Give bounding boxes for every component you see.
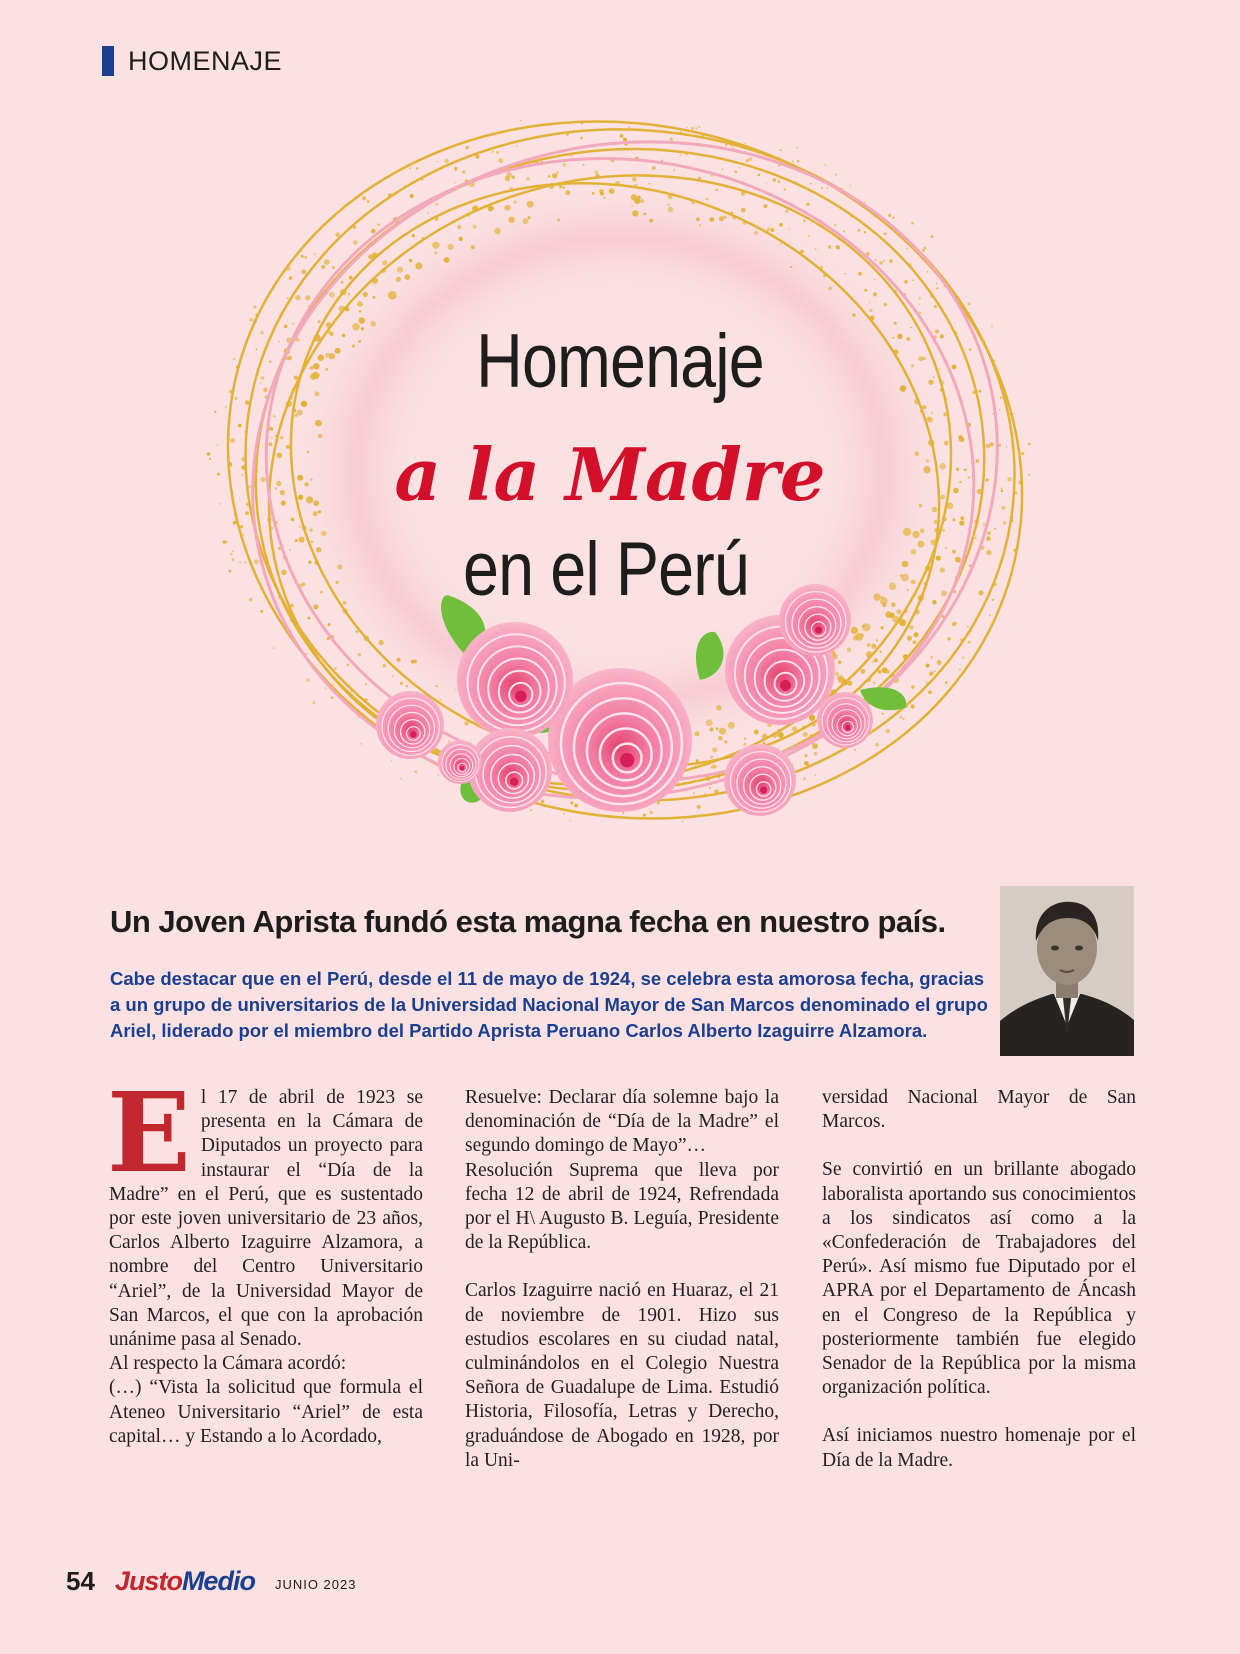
article-paragraph: Se convirtió en un brillante abogado laboralista aportando sus conocimientos a los sindicatos así como a la «Confederación de Trabajadores del Perú». Así mismo fue Diputado por el APRA por el Departamento de Áncash en el Congreso de la República y posteriormente también fue elegido Senador de la República por la misma organización política. — [822, 1159, 1136, 1399]
page-footer — [66, 1566, 356, 1597]
rose-icon — [376, 691, 444, 759]
article-subtitle: Un Joven Aprista fundó esta magna fecha en nuestro país. — [110, 904, 946, 939]
article-paragraph: Carlos Izaguirre nació en Huaraz, el 21 de noviembre de 1901. Hizo sus estudios escolares en su ciudad natal, culminándolos en el Colegio Nuestra Señora de Guadalupe de Lima. Estudió Historia, Filosofía, Letras y Derecho, graduándose de Abogado en 1928, por la Uni- — [465, 1280, 779, 1471]
brand-logo-part-2: Medio — [181, 1566, 255, 1596]
article-paragraph: Resolución Suprema que lleva por fecha 12 de abril de 1924, Refrendada por el H\ Augusto B. Leguía, Presidente de la República. — [465, 1159, 779, 1254]
article-column-2 — [465, 1086, 779, 1473]
brand-logo-part-1: Justo — [114, 1566, 182, 1596]
section-label: HOMENAJE — [128, 45, 283, 76]
article-paragraph: Resuelve: Declarar día solemne bajo la denominación de “Día de la Madre” el segundo domingo de Mayo”… — [465, 1087, 779, 1157]
rose-icon — [817, 692, 873, 748]
article-paragraph: versidad Nacional Mayor de San Marcos. — [822, 1087, 1136, 1133]
issue-date: JUNIO 2023 — [274, 1577, 357, 1592]
rose-icon — [438, 740, 482, 784]
page-number: 54 — [66, 1566, 95, 1596]
rose-icon — [724, 744, 796, 816]
article-paragraph: (…) “Vista la solicitud que formula el Ateneo Universitario “Ariel” de esta capital… y Estando a lo Acordado, — [109, 1377, 423, 1447]
article-column-3 — [822, 1086, 1136, 1473]
article-paragraph: Al respecto la Cámara acordó: — [109, 1353, 347, 1375]
article-column-1 — [107, 1068, 423, 1449]
portrait-photo — [1000, 886, 1134, 1056]
drop-cap: E — [107, 1068, 191, 1197]
headline-line-2: a la Madre — [394, 432, 826, 517]
article-paragraph: l 17 de abril de 1923 se presenta en la Cámara de Diputados un proyecto para instaurar el “Día de la Madre” en el Perú, que es sustentado por este joven universitario de 23 años, Carlos Alberto Izaguirre Alzamora, a nombre del Centro Universitario “Ariel”, de la Universidad Mayor de San Marcos, el que con la aprobación unánime pasa al Senado. — [109, 1087, 423, 1351]
brand-logo — [115, 1566, 255, 1597]
headline-line-3: en el Perú — [463, 527, 749, 612]
headline-line-1: Homenaje — [476, 319, 764, 404]
rose-icon — [468, 728, 552, 812]
rose-icon — [457, 622, 573, 738]
article-lead: Cabe destacar que en el Perú, desde el 11 de mayo de 1924, se celebra esta amorosa fecha, gracias a un grupo de universitarios de la Universidad Nacional Mayor de San Marcos denominado el grupo Ariel, liderado por el miembro del Partido Aprista Peruano Carlos Alberto Izaguirre Alzamora. — [110, 968, 988, 1041]
article-paragraph: Así iniciamos nuestro homenaje por el Día de la Madre. — [822, 1425, 1136, 1471]
